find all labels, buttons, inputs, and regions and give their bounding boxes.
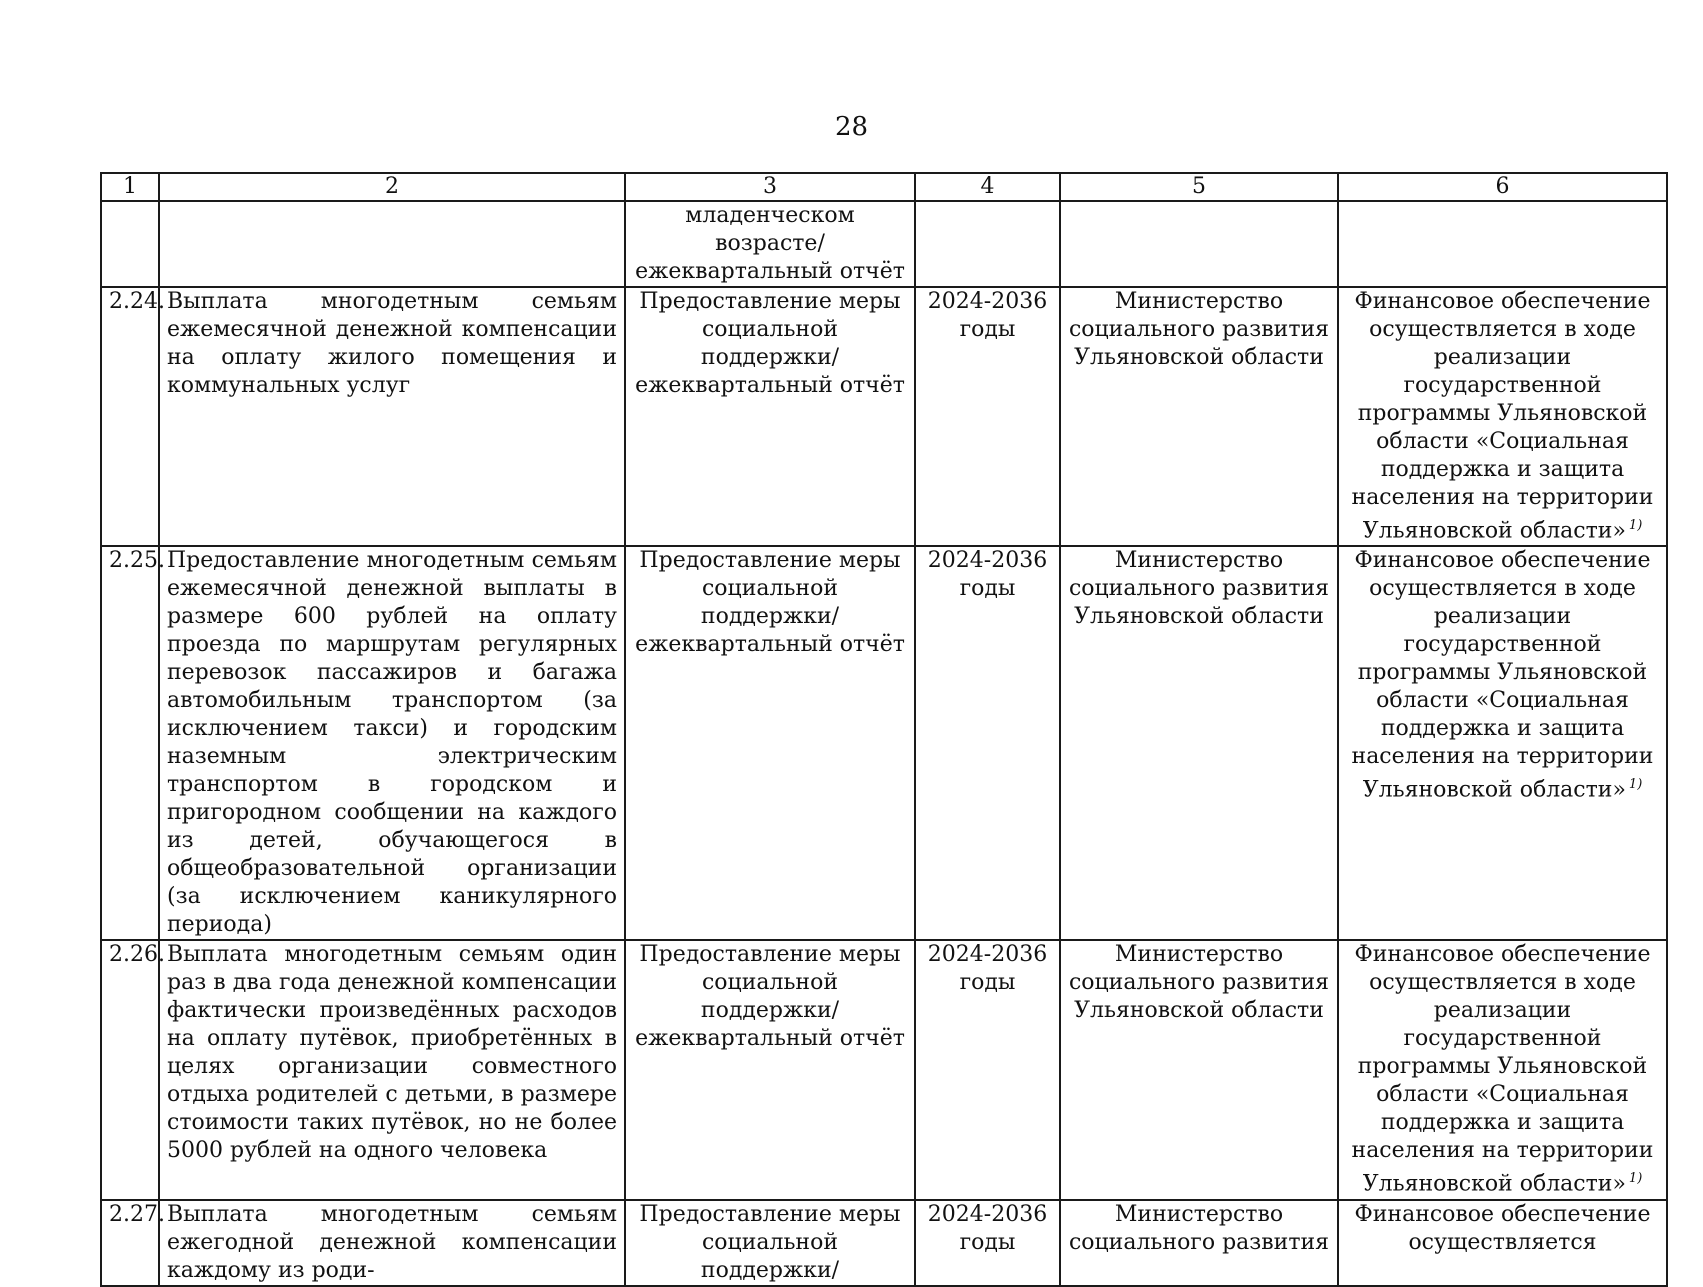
row-number: 2.26. — [101, 940, 159, 1199]
row-period: 2024-2036 годы — [915, 287, 1060, 546]
row-number: 2.24. — [101, 287, 159, 546]
table-row — [101, 1200, 1667, 1286]
row-description: Выплата многодетным семьям ежемесячной денежной компенсации на оплату жилого помещения и коммунальных услуг — [159, 287, 625, 546]
row-measure: Предоставление меры социальной поддержки/ — [625, 1200, 915, 1286]
cell-period — [915, 201, 1060, 287]
footnote-marker: 1) — [1628, 518, 1643, 533]
table-row — [101, 940, 1667, 1199]
measures-table — [100, 172, 1668, 1287]
cell-measure: младенческом возрасте/ ежеквартальный отчёт — [625, 201, 915, 287]
footnote-marker: 1) — [1628, 777, 1643, 793]
row-period: 2024-2036 годы — [915, 940, 1060, 1199]
column-header-4: 4 — [915, 173, 1060, 201]
row-financing: Финансовое обеспечение осуществляется в ходе реализации государственной программы Ульяновской области «Социальная поддержка и защита населения на территории Ульяновской области» — [1351, 942, 1654, 1197]
row-measure: Предоставление меры социальной поддержки/ ежеквартальный отчёт — [625, 546, 915, 940]
row-responsible: Министерство социального развития Ульяновской области — [1060, 940, 1338, 1199]
row-financing-cell — [1338, 546, 1667, 940]
row-description: Выплата многодетным семьям один раз в два года денежной компенсации фактически произведённых расходов на оплату путёвок, приобретённых в целях организации совместного отдыха родителей с детьми, в размере стоимости таких путёвок, но не более 5000 рублей на одного человека — [159, 940, 625, 1199]
footnote-marker: 1) — [1628, 1171, 1643, 1187]
row-period: 2024-2036 годы — [915, 546, 1060, 940]
column-header-5: 5 — [1060, 173, 1338, 201]
row-description: Предоставление многодетным семьям ежемесячной денежной выплаты в размере 600 рублей на оплату проезда по маршрутам регулярных перевозок пассажиров и багажа автомобильным транспортом (за исключением такси) и городским наземным электрическим транспортом в городском и пригородном сообщении на каждого из детей, обучающегося в общеобразовательной организации (за исключением каникулярного периода) — [159, 546, 625, 940]
column-header-1: 1 — [101, 173, 159, 201]
continuation-row — [101, 201, 1667, 287]
row-financing: Финансовое обеспечение осуществляется в ходе реализации государственной программы Ульяновской области «Социальная поддержка и защита населения на территории Ульяновской области» — [1351, 548, 1654, 803]
row-responsible: Министерство социального развития Ульяновской области — [1060, 287, 1338, 546]
row-financing: Финансовое обеспечение осуществляется — [1338, 1200, 1667, 1286]
row-number: 2.25. — [101, 546, 159, 940]
row-responsible: Министерство социального развития — [1060, 1200, 1338, 1286]
cell-financing — [1338, 201, 1667, 287]
page-number: 28 — [834, 112, 869, 142]
row-measure: Предоставление меры социальной поддержки/ ежеквартальный отчёт — [625, 940, 915, 1199]
column-header-6: 6 — [1338, 173, 1667, 201]
row-financing: Финансовое обеспечение осуществляется в ходе реализации государственной программы Ульяновской области «Социальная поддержка и защита населения на территории Ульяновской области» — [1351, 289, 1654, 544]
cell-num — [101, 201, 159, 287]
row-financing-cell — [1338, 287, 1667, 546]
table-row — [101, 546, 1667, 940]
row-number: 2.27. — [101, 1200, 159, 1286]
column-header-3: 3 — [625, 173, 915, 201]
row-financing-cell — [1338, 940, 1667, 1199]
table-row — [101, 287, 1667, 546]
row-description: Выплата многодетным семьям ежегодной денежной компенсации каждому из роди- — [159, 1200, 625, 1286]
row-responsible: Министерство социального развития Ульяновской области — [1060, 546, 1338, 940]
cell-description — [159, 201, 625, 287]
column-number-row — [101, 173, 1667, 201]
row-period: 2024-2036 годы — [915, 1200, 1060, 1286]
cell-responsible — [1060, 201, 1338, 287]
column-header-2: 2 — [159, 173, 625, 201]
row-measure: Предоставление меры социальной поддержки/ ежеквартальный отчёт — [625, 287, 915, 546]
